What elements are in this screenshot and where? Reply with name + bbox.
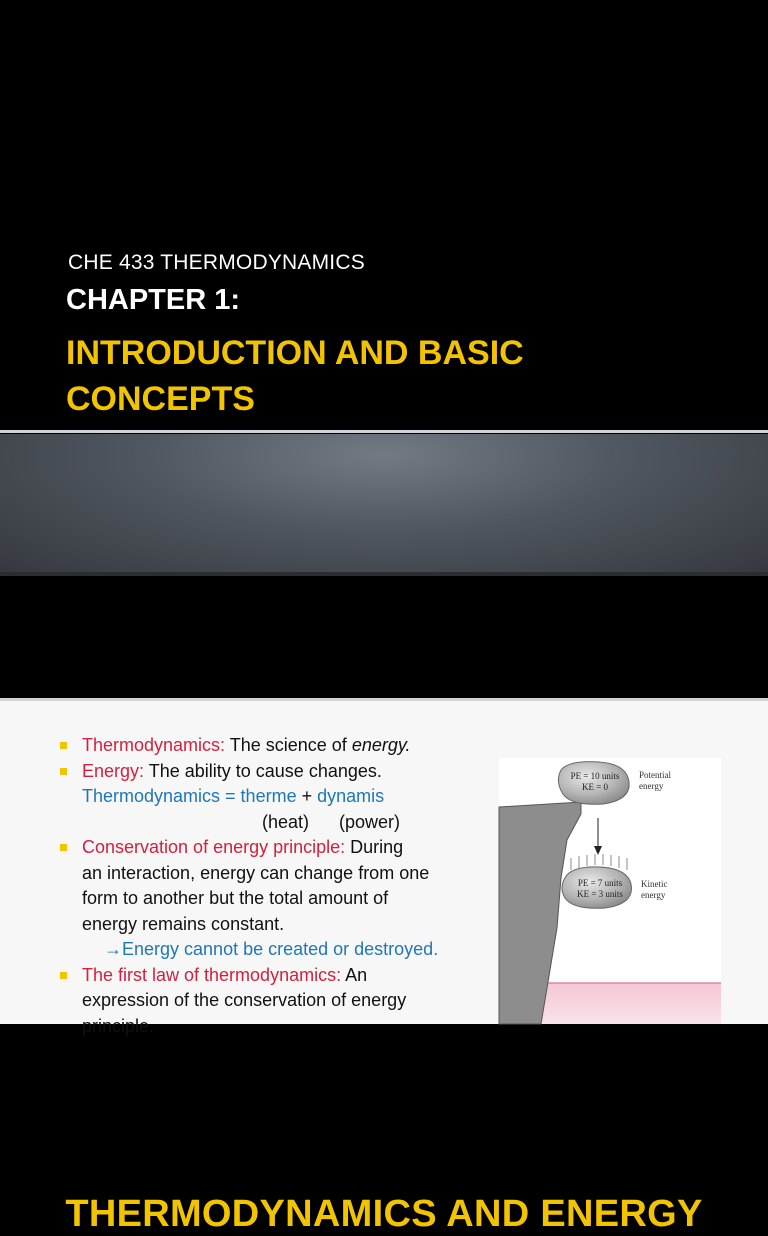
title-slide: [0, 0, 768, 430]
term-colon: :: [340, 837, 346, 857]
potential-energy-label: Potential: [639, 770, 671, 780]
etymology-line: [82, 784, 480, 810]
term-colon: :: [336, 964, 342, 985]
chapter-label: CHAPTER 1:: [66, 284, 241, 316]
etymology-plus: +: [296, 786, 318, 806]
term-colon: :: [139, 760, 145, 781]
definition-text-line: form to another but the total amount of: [82, 888, 389, 908]
energy-figure: [499, 758, 721, 1024]
term-energy: Energy: [82, 760, 140, 781]
bullet-first-law: [60, 963, 480, 1040]
chapter-title-line-1: INTRODUCTION AND BASIC: [66, 334, 524, 372]
etymology-dynamis: dynamis: [317, 786, 385, 806]
bullet-list: [60, 733, 480, 1039]
conservation-note: →Energy cannot be created or destroyed.: [104, 939, 439, 959]
definition-text-line: expression of the conservation of energy: [82, 990, 407, 1010]
etymology-meaning: (heat) (power): [262, 811, 401, 832]
definition-text-line: an interaction, energy can change from one: [82, 862, 430, 883]
slide-2-content: [0, 701, 768, 1036]
term-colon: :: [220, 735, 226, 755]
potential-energy-label-2: energy: [639, 781, 664, 791]
term-first-law: The first law of thermodynamics: [82, 964, 337, 985]
chapter-title-line-2: CONCEPTS: [66, 380, 255, 418]
slide-gap-band: [0, 434, 768, 576]
kinetic-energy-label-2: energy: [641, 890, 666, 900]
slide-divider: [0, 430, 768, 433]
bullet-conservation: [60, 835, 480, 963]
kinetic-energy-label: Kinetic: [641, 879, 668, 889]
course-name: CHE 433 THERMODYNAMICS: [68, 251, 365, 274]
definition-text-line: energy remains constant.: [82, 913, 285, 934]
rock-bottom-ke-label: KE = 3 units: [577, 889, 623, 899]
rock-top-pe-label: PE = 10 units: [570, 771, 620, 781]
slide-2-title: THERMODYNAMICS AND ENERGY: [65, 1193, 703, 1235]
chapter-title: [66, 330, 706, 422]
bullet-marker-icon: [60, 844, 67, 851]
bullet-marker-icon: [60, 972, 67, 979]
bullet-energy: [60, 759, 480, 836]
etymology-therme: Thermodynamics = therme: [82, 786, 297, 806]
water-surface: [519, 983, 721, 1024]
definition-emphasis: energy.: [351, 735, 411, 755]
rock-top-ke-label: KE = 0: [581, 782, 609, 792]
term-thermodynamics: Thermodynamics: [82, 735, 221, 755]
bullet-marker-icon: [60, 742, 67, 749]
rock-bottom-pe-label: PE = 7 units: [577, 878, 623, 888]
definition-text: An: [341, 964, 368, 985]
rock-fall-illustration: [499, 758, 721, 1024]
definition-text: During: [345, 837, 404, 857]
definition-text-line: principle.: [82, 1015, 155, 1036]
definition-text: The science of: [225, 735, 352, 755]
down-arrow-icon: [594, 846, 602, 855]
term-conservation: Conservation of energy principle: [82, 837, 341, 857]
bullet-thermodynamics: [60, 733, 480, 759]
definition-text: The ability to cause changes.: [144, 760, 382, 781]
bullet-marker-icon: [60, 768, 67, 775]
